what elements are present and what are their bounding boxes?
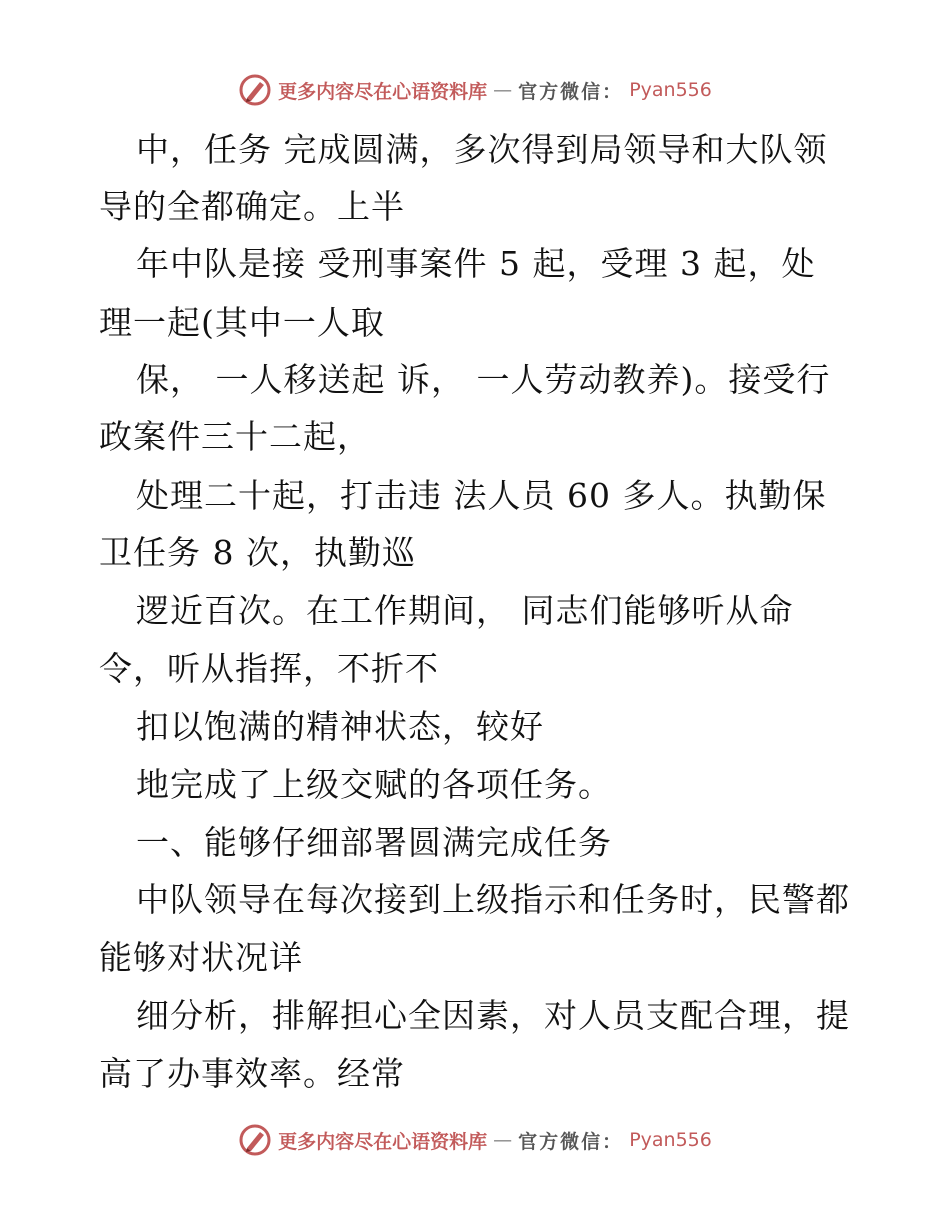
- footer-banner-text: 更多内容尽在心语资料库: [278, 1130, 488, 1153]
- footer-banner-content: [238, 1123, 712, 1157]
- body-line: 政案件三十二起，: [99, 417, 371, 456]
- body-line: 地完成了上级交赋的各项任务。: [136, 765, 612, 804]
- body-line: 细分析，排解担心全因素，对人员支配合理，提: [136, 996, 850, 1035]
- body-line: 扣以饱满的精神状态，较好: [136, 707, 544, 746]
- body-line: 卫任务 8 次，执勤巡: [99, 533, 416, 572]
- header-wechat-label: 官方微信：: [518, 80, 624, 103]
- footer-banner-separator: —: [493, 1129, 513, 1151]
- header-banner-text: 更多内容尽在心语资料库: [278, 80, 488, 103]
- body-line: 年中队是接 受刑事案件 5 起，受理 3 起，处: [136, 244, 816, 283]
- body-line: 高了办事效率。经常: [99, 1054, 405, 1093]
- body-line: 导的全都确定。上半: [99, 187, 405, 226]
- header-wechat-id: Pyan556: [629, 79, 712, 101]
- pen-logo-icon: [238, 73, 272, 107]
- body-line: 理一起(其中一人取: [99, 303, 385, 342]
- header-banner-content: [238, 73, 712, 107]
- footer-wechat-label: 官方微信：: [518, 1130, 624, 1153]
- body-line: 中队领导在每次接到上级指示和任务时，民警都: [136, 880, 850, 919]
- body-line: 逻近百次。在工作期间， 同志们能够听从命: [136, 591, 794, 630]
- header-banner: [0, 70, 950, 110]
- pen-logo-icon: [238, 1123, 272, 1157]
- footer-wechat-id: Pyan556: [629, 1129, 712, 1151]
- footer-banner: [0, 1120, 950, 1160]
- body-line: 能够对状况详: [99, 938, 303, 977]
- body-line: 中，任务 完成圆满，多次得到局领导和大队领: [136, 130, 828, 169]
- header-banner-separator: —: [493, 79, 513, 101]
- body-line: 处理二十起，打击违 法人员 60 多人。执勤保: [136, 476, 827, 515]
- body-line: 令，听从指挥，不折不: [99, 649, 439, 688]
- section-heading: 一、能够仔细部署圆满完成任务: [136, 823, 612, 862]
- body-line: 保， 一人移送起 诉， 一人劳动教养)。接受行: [136, 360, 831, 399]
